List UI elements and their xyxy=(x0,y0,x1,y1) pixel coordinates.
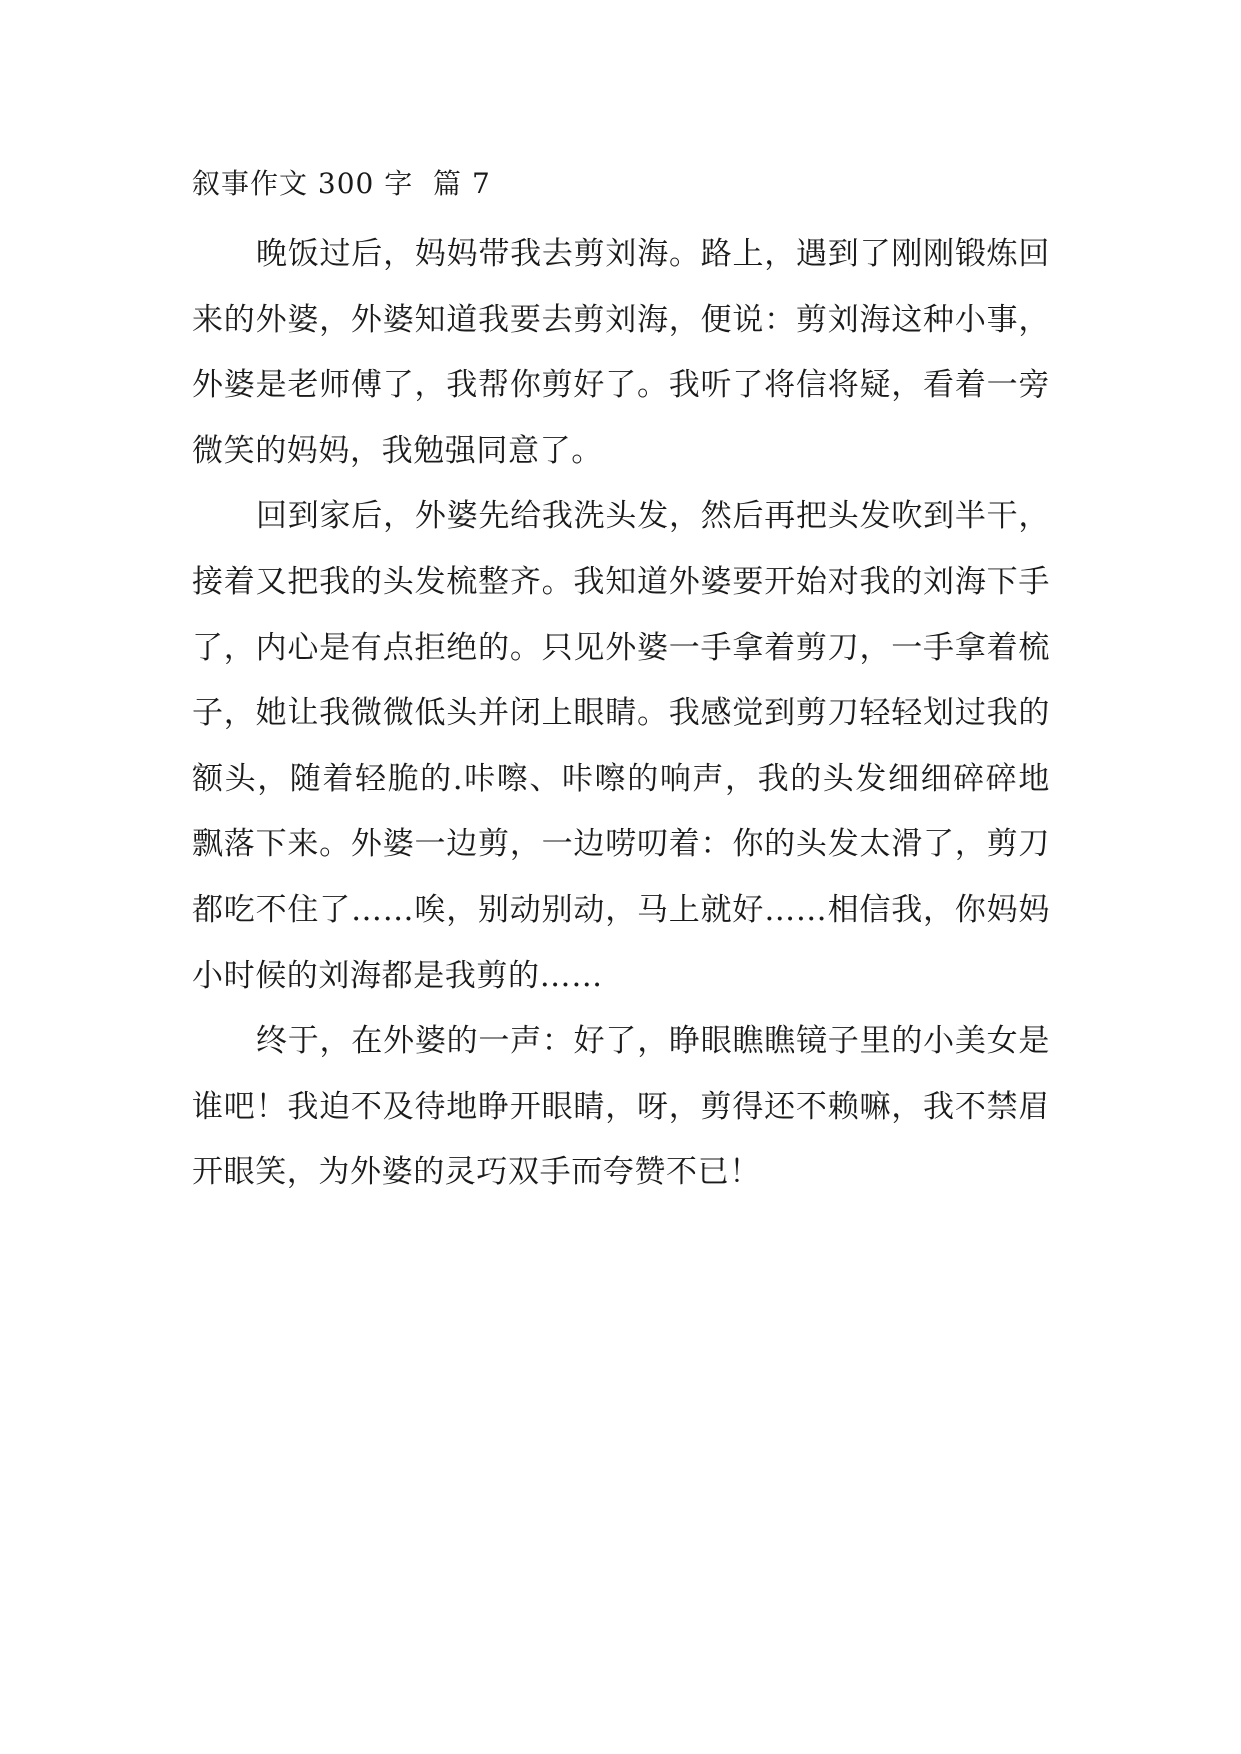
paragraph-2: 回到家后，外婆先给我洗头发，然后再把头发吹到半干，接着又把我的头发梳整齐。我知道外婆要开始对我的刘海下手了，内心是有点拒绝的。只见外婆一手拿着剪刀，一手拿着梳子，她让我微微低头并闭上眼睛。我感觉到剪刀轻轻划过我的额头，随着轻脆的.咔嚓、咔嚓的响声，我的头发细细碎碎地飘落下来。外婆一边剪，一边唠叨着：你的头发太滑了，剪刀都吃不住了……唉，别动别动，马上就好……相信我，你妈妈小时候的刘海都是我剪的…… xyxy=(192,498,1050,994)
paragraph-3: 终于，在外婆的一声：好了，睁眼瞧瞧镜子里的小美女是谁吧！我迫不及待地睁开眼睛，呀，剪得还不赖嘛，我不禁眉开眼笑，为外婆的灵巧双手而夸赞不已！ xyxy=(192,1023,1050,1191)
document-body xyxy=(192,222,1050,1206)
document-title: 叙事作文 300 字 篇 7 xyxy=(192,167,491,200)
paragraph-1: 晚饭过后，妈妈带我去剪刘海。路上，遇到了刚刚锻炼回来的外婆，外婆知道我要去剪刘海，便说：剪刘海这种小事，外婆是老师傅了，我帮你剪好了。我听了将信将疑，看着一旁微笑的妈妈，我勉强同意了。 xyxy=(192,236,1050,469)
